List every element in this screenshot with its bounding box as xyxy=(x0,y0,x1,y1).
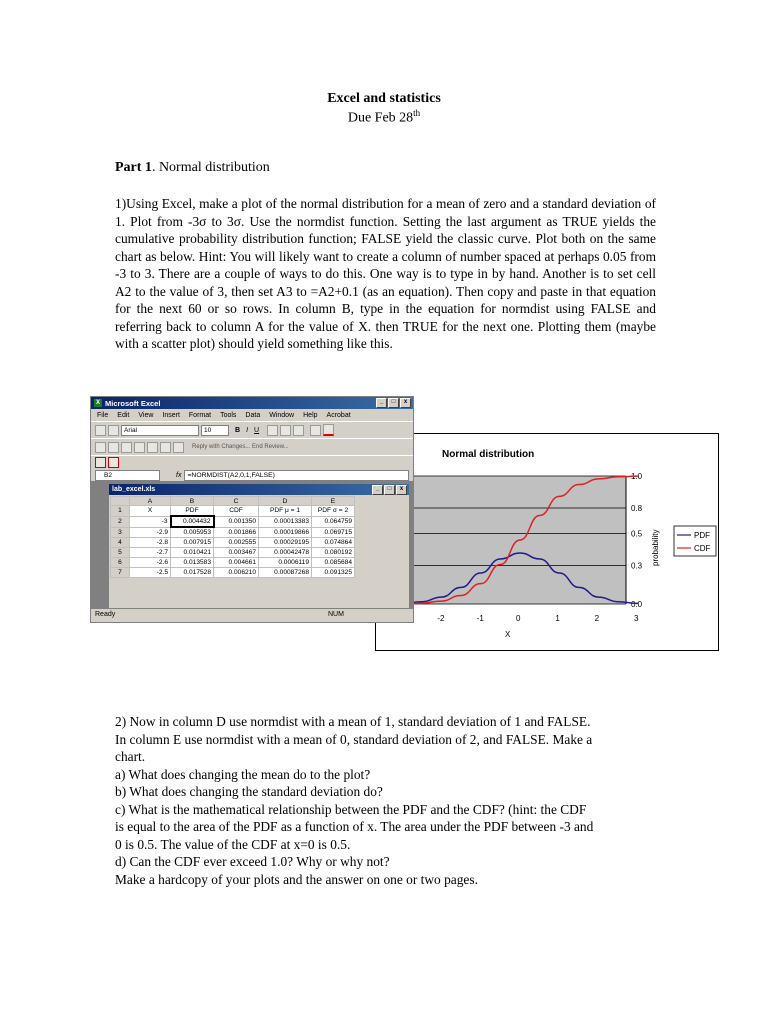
standard-toolbar xyxy=(91,438,413,455)
cell[interactable]: -2.7 xyxy=(130,548,171,558)
app-title: Microsoft Excel xyxy=(105,398,161,408)
y-tick-label: 0.8 xyxy=(631,504,643,513)
cell[interactable]: -2.9 xyxy=(130,527,171,538)
cell[interactable]: 0.085684 xyxy=(312,558,355,568)
cell[interactable]: PDF xyxy=(171,506,214,517)
align-center-icon[interactable] xyxy=(280,425,291,436)
cell[interactable]: 0.064759 xyxy=(312,516,355,527)
x-axis-label: X xyxy=(505,630,511,639)
bold-button[interactable]: B xyxy=(235,426,241,434)
cell[interactable]: -2.5 xyxy=(130,568,171,578)
cell[interactable]: 0.074864 xyxy=(312,538,355,548)
font-name-select[interactable]: Arial xyxy=(121,425,199,436)
status-bar xyxy=(91,609,413,621)
due-text: Due Feb 28 xyxy=(347,110,414,126)
menu-acrobat[interactable]: Acrobat xyxy=(326,411,351,419)
cell[interactable]: 0.069715 xyxy=(312,527,355,538)
selected-cell[interactable]: 0.004432 xyxy=(171,516,214,527)
chart-wizard-icon[interactable] xyxy=(160,442,171,453)
pdf-email-icon[interactable] xyxy=(108,457,119,468)
status-num: NUM xyxy=(328,611,344,618)
workbook-title: lab_excel.xls xyxy=(112,486,156,493)
cell[interactable]: 0.005953 xyxy=(171,527,214,538)
due-sup: th xyxy=(413,108,421,118)
question-line: chart. xyxy=(115,749,146,764)
font-size-select[interactable]: 10 xyxy=(201,425,229,436)
question-line: In column E use normdist with a mean of 0, standard deviation of 2, and FALSE. Make a xyxy=(115,731,593,747)
workbook-minimize-button[interactable]: _ xyxy=(372,485,383,495)
formula-bar xyxy=(91,469,413,481)
menu-file[interactable]: File xyxy=(97,411,109,419)
table-row xyxy=(111,538,355,548)
workbook-close-button[interactable]: x xyxy=(396,485,407,495)
y-tick-label: 0.0 xyxy=(631,600,643,609)
menu-edit[interactable]: Edit xyxy=(117,411,130,419)
y-tick-label: 1.0 xyxy=(631,472,643,481)
part-label: Part 1 xyxy=(115,160,152,175)
save-icon[interactable] xyxy=(95,425,106,436)
column-header-a[interactable]: A xyxy=(130,497,171,506)
column-header-b[interactable]: B xyxy=(171,497,214,506)
question-line: c) What is the mathematical relationship between the PDF and the CDF? (hint: the CDF xyxy=(115,801,587,817)
row-header[interactable]: 4 xyxy=(111,538,130,548)
table-row xyxy=(111,568,355,578)
cell[interactable]: 0.002555 xyxy=(214,538,259,548)
chart-box xyxy=(375,433,719,651)
column-header-e[interactable]: E xyxy=(312,497,355,506)
row-header[interactable]: 1 xyxy=(111,506,130,517)
font-color-icon[interactable] xyxy=(323,424,334,436)
x-tick-label: -2 xyxy=(437,614,445,623)
x-tick-label: 2 xyxy=(594,614,600,623)
part-text: . Normal distribution xyxy=(151,160,270,175)
question-line: d) Can the CDF ever exceed 1.0? Why or why not? xyxy=(115,854,390,869)
print-icon[interactable] xyxy=(147,442,158,453)
formatting-toolbar xyxy=(91,421,413,438)
question-line: is equal to the area of the PDF as a function of x. The area under the PDF between -3 and xyxy=(115,819,594,834)
reply-review-text[interactable]: Reply with Changes... End Review... xyxy=(192,444,289,450)
excel-window xyxy=(90,396,414,623)
window-controls xyxy=(376,398,411,408)
y-tick-label: 0.3 xyxy=(631,561,643,571)
cell[interactable]: 0.0006119 xyxy=(259,558,312,568)
select-all-corner[interactable] xyxy=(111,497,130,506)
workbook-window-controls xyxy=(372,485,407,495)
question-line: a) What does changing the mean do to the plot? xyxy=(115,766,371,782)
legend-label-cdf: CDF xyxy=(694,544,711,553)
cell[interactable]: X xyxy=(130,506,171,517)
normal-distribution-chart xyxy=(376,434,718,650)
cell[interactable]: -2.8 xyxy=(130,538,171,548)
align-left-icon[interactable] xyxy=(267,425,278,436)
undo-icon[interactable] xyxy=(134,442,145,453)
menu-help[interactable]: Help xyxy=(303,411,318,419)
cell[interactable]: 0.004661 xyxy=(214,558,259,568)
workbook-maximize-button[interactable]: □ xyxy=(384,485,395,495)
workbook-titlebar xyxy=(109,484,409,495)
cell[interactable]: 0.001866 xyxy=(214,527,259,538)
name-box[interactable]: B2 xyxy=(95,470,160,481)
cell[interactable]: 0.010421 xyxy=(171,548,214,558)
comment-icon[interactable] xyxy=(173,442,184,453)
underline-button[interactable]: U xyxy=(254,426,260,434)
row-header[interactable]: 2 xyxy=(111,516,130,527)
menu-window[interactable]: Window xyxy=(269,411,295,419)
question-line: 0 is 0.5. The value of the CDF at x=0 is 0.5. xyxy=(115,836,351,852)
column-header-row xyxy=(111,497,355,506)
x-tick-label: 1 xyxy=(555,614,560,623)
formula-input[interactable]: =NORMDIST(A2,0,1,FALSE) xyxy=(184,470,409,481)
menu-format[interactable]: Format xyxy=(188,411,212,419)
menu-tools[interactable]: Tools xyxy=(220,411,237,419)
cell[interactable]: 0.007915 xyxy=(171,538,214,548)
table-row xyxy=(111,516,355,527)
cell[interactable]: -3 xyxy=(130,516,171,527)
menu-data[interactable]: Data xyxy=(245,411,261,419)
column-header-d[interactable]: D xyxy=(259,497,312,506)
minimize-button[interactable]: _ xyxy=(376,398,387,408)
borders-icon[interactable] xyxy=(310,425,321,436)
paste-icon[interactable] xyxy=(121,442,132,453)
y-axis-label: probability xyxy=(651,529,660,566)
table-row xyxy=(111,548,355,558)
workbook-window xyxy=(108,483,410,609)
menu-bar xyxy=(91,409,413,421)
menu-insert[interactable]: Insert xyxy=(162,411,180,419)
italic-button[interactable]: I xyxy=(246,426,249,434)
question-line: Make a hardcopy of your plots and the answer on one or two pages. xyxy=(115,871,478,887)
y-tick-label: 0.5 xyxy=(631,529,643,539)
cell[interactable]: 0.003467 xyxy=(214,548,259,558)
excel-logo-icon: X xyxy=(95,400,100,406)
table-row xyxy=(111,527,355,538)
open-icon[interactable] xyxy=(95,442,106,453)
cell[interactable]: PDF σ = 2 xyxy=(312,506,355,517)
status-ready: Ready xyxy=(95,611,116,618)
cell[interactable]: -2.6 xyxy=(130,558,171,568)
legend-label-pdf: PDF xyxy=(694,531,710,540)
close-button[interactable]: x xyxy=(400,398,411,408)
cell[interactable]: 0.091325 xyxy=(312,568,355,578)
question-line: 2) Now in column D use normdist with a mean of 1, standard deviation of 1 and FALSE. xyxy=(115,714,591,729)
x-tick-label: 0 xyxy=(516,614,521,623)
table-row xyxy=(111,506,355,517)
cell[interactable]: 0.001350 xyxy=(214,516,259,527)
cell[interactable]: 0.00013383 xyxy=(259,516,312,527)
spreadsheet-grid xyxy=(110,496,355,578)
row-header[interactable]: 7 xyxy=(111,568,130,578)
part-heading xyxy=(115,160,270,176)
cell[interactable]: 0.00019866 xyxy=(259,527,312,538)
due-date xyxy=(0,108,768,127)
pdf-icon[interactable] xyxy=(95,457,106,468)
cell[interactable]: PDF μ = 1 xyxy=(259,506,312,517)
cell[interactable]: 0.080192 xyxy=(312,548,355,558)
menu-view[interactable]: View xyxy=(138,411,154,419)
excel-titlebar xyxy=(91,397,413,409)
cell[interactable]: 0.00042478 xyxy=(259,548,312,558)
x-tick-label: -1 xyxy=(476,614,484,623)
cell[interactable]: 0.006210 xyxy=(214,568,259,578)
row-header[interactable]: 3 xyxy=(111,527,130,538)
acrobat-toolbar xyxy=(91,455,413,468)
table-row xyxy=(111,558,355,568)
instructions-paragraph: 1)Using Excel, make a plot of the normal distribution for a mean of zero and a standard deviation of 1. Plot from -3σ to 3σ. Use the normdist function. Setting the last argument as TRUE yields the cumulative probability distribution function; FALSE yield the classic curve. Plot both on the same chart as below. Hint: You will likely want to create a column of number spaced at perhaps 0.05 from -3 to 3. There are a couple of ways to do this. One way is to type in by hand. Another is to set cell A2 to the value of 3, then set A3 to =A2+0.1 (as an equation). Then copy and paste in that equation for the next 60 or so rows. In column B, type in the equation for normdist using FALSE and referring back to column A for the value of X. then TRUE for the next one. Plotting them (maybe with a scatter plot) should yield something like this. xyxy=(115,196,656,351)
cell[interactable]: 0.013583 xyxy=(171,558,214,568)
column-header-c[interactable]: C xyxy=(214,497,259,506)
cell[interactable]: 0.017528 xyxy=(171,568,214,578)
align-right-icon[interactable] xyxy=(293,425,304,436)
doc-title: Excel and statistics xyxy=(327,91,441,106)
copy-icon[interactable] xyxy=(108,442,119,453)
maximize-button[interactable]: □ xyxy=(388,398,399,408)
question-line: b) What does changing the standard deviation do? xyxy=(115,784,383,799)
fx-icon[interactable]: fx xyxy=(176,471,182,479)
chart-title: Normal distribution xyxy=(442,449,535,460)
cell[interactable]: 0.00087268 xyxy=(259,568,312,578)
cell[interactable]: CDF xyxy=(214,506,259,517)
questions-section xyxy=(115,713,660,888)
x-tick-label: 3 xyxy=(634,614,639,623)
row-header[interactable]: 5 xyxy=(111,548,130,558)
cell[interactable]: 0.00029195 xyxy=(259,538,312,548)
toolbar-options-icon[interactable] xyxy=(108,425,119,436)
row-header[interactable]: 6 xyxy=(111,558,130,568)
